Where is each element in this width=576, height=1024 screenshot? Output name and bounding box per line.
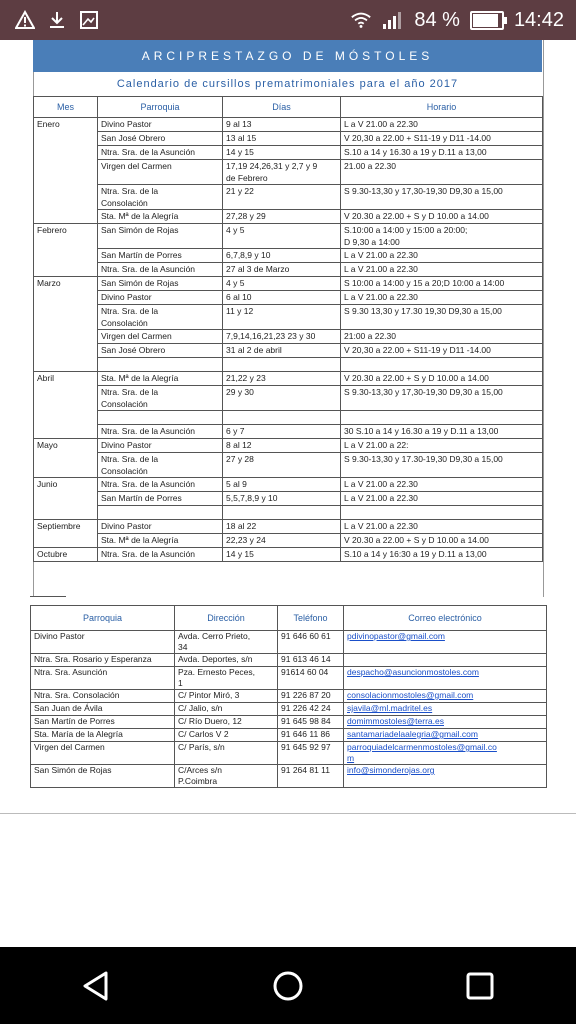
document-header: ARCIPRESTAZGO DE MÓSTOLES <box>33 40 542 72</box>
battery-fill <box>473 14 498 27</box>
directory-cell-direccion: C/ París, s/n <box>175 742 278 765</box>
warning-icon <box>14 9 36 31</box>
calendar-cell-dias: 5 al 9 <box>223 478 341 492</box>
directory-cell-direccion: C/Arces s/n P.Coimbra <box>175 765 278 788</box>
calendar-row <box>34 146 543 160</box>
calendar-cell-mes: Abril <box>34 372 98 386</box>
calendar-cell-horario: L a V 21.00 a 22.30 <box>341 263 543 277</box>
calendar-row <box>34 411 543 425</box>
calendar-row <box>34 534 543 548</box>
status-right <box>350 9 576 32</box>
calendar-cell-mes: Junio <box>34 478 98 492</box>
battery-icon <box>470 11 504 30</box>
calendar-cell-dias: 27 y 28 <box>223 453 341 478</box>
calendar-cell-parroquia: Divino Pastor <box>98 520 223 534</box>
calendar-cell-mes <box>34 305 98 330</box>
calendar-row <box>34 185 543 210</box>
directory-cell-email <box>344 654 547 667</box>
calendar-cell-parroquia: San Martín de Porres <box>98 249 223 263</box>
home-icon <box>271 969 305 1003</box>
calendar-column-header: Mes <box>34 97 98 118</box>
recents-button[interactable] <box>450 956 510 1016</box>
calendar-cell-horario: V 20.30 a 22.00 + S y D 10.00 a 14.00 <box>341 534 543 548</box>
calendar-row <box>34 425 543 439</box>
calendar-row <box>34 305 543 330</box>
calendar-column-header: Parroquia <box>98 97 223 118</box>
calendar-cell-horario <box>341 411 543 425</box>
calendar-cell-horario: L a V 21.00 a 22.30 <box>341 249 543 263</box>
calendar-row <box>34 386 543 411</box>
calendar-cell-horario: S.10:00 a 14:00 y 15:00 a 20:00; D 9,30 a 14:00 <box>341 224 543 249</box>
calendar-cell-dias <box>223 411 341 425</box>
calendar-row <box>34 358 543 372</box>
calendar-cell-parroquia <box>98 411 223 425</box>
calendar-cell-parroquia: Sta. Mª de la Alegría <box>98 210 223 224</box>
directory-column-header: Dirección <box>175 606 278 631</box>
calendar-cell-mes <box>34 263 98 277</box>
wifi-icon <box>350 9 372 31</box>
download-icon <box>46 9 68 31</box>
calendar-cell-horario: V 20.30 a 22.00 + S y D 10.00 a 14.00 <box>341 210 543 224</box>
calendar-table <box>33 96 543 562</box>
calendar-cell-parroquia <box>98 506 223 520</box>
calendar-column-header: Horario <box>341 97 543 118</box>
calendar-cell-dias <box>223 358 341 372</box>
calendar-column-header: Días <box>223 97 341 118</box>
calendar-cell-mes <box>34 160 98 185</box>
directory-cell-telefono: 91 226 87 20 <box>278 690 344 703</box>
directory-cell-direccion: Avda. Deportes, s/n <box>175 654 278 667</box>
calendar-row <box>34 160 543 185</box>
directory-cell-telefono: 91 613 46 14 <box>278 654 344 667</box>
calendar-row <box>34 224 543 249</box>
calendar-cell-horario: L a V 21.00 a 22.30 <box>341 478 543 492</box>
calendar-row <box>34 372 543 386</box>
directory-column-header: Correo electrónico <box>344 606 547 631</box>
calendar-cell-horario: S 9.30-13,30 y 17,30-19,30 D9,30 a 15,00 <box>341 185 543 210</box>
calendar-cell-parroquia: Ntra. Sra. de la Consolación <box>98 386 223 411</box>
directory-cell-telefono: 91614 60 04 <box>278 667 344 690</box>
calendar-cell-horario: V 20,30 a 22.00 + S11-19 y D11 -14.00 <box>341 344 543 358</box>
calendar-row <box>34 291 543 305</box>
directory-cell-direccion: C/ Jalio, s/n <box>175 703 278 716</box>
directory-row <box>31 742 547 765</box>
calendar-cell-horario: L a V 21.00 a 22.30 <box>341 520 543 534</box>
calendar-cell-parroquia: Ntra. Sra. de la Consolación <box>98 305 223 330</box>
calendar-cell-horario: 21.00 a 22.30 <box>341 160 543 185</box>
directory-cell-telefono: 91 646 11 86 <box>278 729 344 742</box>
calendar-cell-horario: 21:00 a 22.30 <box>341 330 543 344</box>
directory-cell-direccion: Pza. Ernesto Peces, 1 <box>175 667 278 690</box>
calendar-cell-horario: S 10:00 a 14:00 y 15 a 20;D 10:00 a 14:00 <box>341 277 543 291</box>
status-left-icons <box>0 9 100 31</box>
calendar-cell-mes: Marzo <box>34 277 98 291</box>
calendar-cell-parroquia: Virgen del Carmen <box>98 160 223 185</box>
page-divider <box>0 813 576 814</box>
calendar-cell-horario: L a V 21.00 a 22: <box>341 439 543 453</box>
calendar-cell-horario: L a V 21.00 a 22.30 <box>341 492 543 506</box>
calendar-cell-parroquia: Divino Pastor <box>98 118 223 132</box>
directory-row <box>31 654 547 667</box>
directory-cell-parroquia: San Martín de Porres <box>31 716 175 729</box>
calendar-cell-mes <box>34 492 98 506</box>
calendar-cell-dias: 22,23 y 24 <box>223 534 341 548</box>
calendar-row <box>34 330 543 344</box>
calendar-row <box>34 506 543 520</box>
signal-icon <box>382 9 404 31</box>
calendar-cell-mes <box>34 146 98 160</box>
directory-row <box>31 690 547 703</box>
directory-cell-parroquia: Ntra. Sra. Consolación <box>31 690 175 703</box>
calendar-cell-horario: L a V 21.00 a 22.30 <box>341 291 543 305</box>
calendar-cell-parroquia: Ntra. Sra. de la Asunción <box>98 425 223 439</box>
directory-cell-email[interactable]: domimmostoles@terra.es <box>344 716 547 729</box>
directory-cell-email[interactable]: consolacionmostoles@gmail.com <box>344 690 547 703</box>
directory-cell-telefono: 91 264 81 11 <box>278 765 344 788</box>
directory-cell-parroquia: Virgen del Carmen <box>31 742 175 765</box>
calendar-cell-dias: 4 y 5 <box>223 224 341 249</box>
calendar-cell-dias: 18 al 22 <box>223 520 341 534</box>
calendar-cell-mes <box>34 330 98 344</box>
directory-header-row <box>31 606 547 631</box>
calendar-row <box>34 548 543 562</box>
calendar-cell-parroquia: Ntra. Sra. de la Consolación <box>98 185 223 210</box>
calendar-cell-parroquia: Ntra. Sra. de la Asunción <box>98 478 223 492</box>
calendar-cell-parroquia <box>98 358 223 372</box>
calendar-cell-parroquia: San José Obrero <box>98 344 223 358</box>
directory-cell-direccion: C/ Pintor Miró, 3 <box>175 690 278 703</box>
calendar-cell-horario: S.10 a 14 y 16.30 a 19 y D.11 a 13,00 <box>341 146 543 160</box>
directory-cell-email[interactable]: pdivinopastor@gmail.com <box>344 631 547 654</box>
directory-cell-direccion: C/ Carlos V 2 <box>175 729 278 742</box>
calendar-cell-horario: V 20.30 a 22.00 + S y D 10.00 a 14.00 <box>341 372 543 386</box>
calendar-cell-dias: 6 al 10 <box>223 291 341 305</box>
back-button[interactable] <box>66 956 126 1016</box>
directory-cell-parroquia: Divino Pastor <box>31 631 175 654</box>
back-icon <box>79 969 113 1003</box>
calendar-cell-dias: 11 y 12 <box>223 305 341 330</box>
calendar-header-row <box>34 97 543 118</box>
calendar-row <box>34 344 543 358</box>
calendar-cell-horario <box>341 506 543 520</box>
directory-cell-email[interactable]: santamariadelaalegria@gmail.com <box>344 729 547 742</box>
directory-cell-parroquia: Ntra. Sra. Asunción <box>31 667 175 690</box>
directory-row <box>31 716 547 729</box>
calendar-row <box>34 249 543 263</box>
directory-cell-telefono: 91 646 60 61 <box>278 631 344 654</box>
calendar-cell-parroquia: Sta. Mª de la Alegría <box>98 534 223 548</box>
calendar-row <box>34 492 543 506</box>
directory-cell-email[interactable]: despacho@asuncionmostoles.com <box>344 667 547 690</box>
calendar-cell-dias: 13 al 15 <box>223 132 341 146</box>
directory-cell-parroquia: San Juan de Ávila <box>31 703 175 716</box>
home-button[interactable] <box>258 956 318 1016</box>
calendar-cell-parroquia: Sta. Mª de la Alegría <box>98 372 223 386</box>
directory-column-header: Teléfono <box>278 606 344 631</box>
calendar-row <box>34 439 543 453</box>
calendar-cell-parroquia: San Martín de Porres <box>98 492 223 506</box>
calendar-cell-horario <box>341 358 543 372</box>
calendar-cell-parroquia: Ntra. Sra. de la Asunción <box>98 263 223 277</box>
calendar-cell-mes <box>34 291 98 305</box>
calendar-cell-mes <box>34 453 98 478</box>
directory-row <box>31 703 547 716</box>
directory-cell-telefono: 91 645 98 84 <box>278 716 344 729</box>
calendar-cell-dias: 14 y 15 <box>223 146 341 160</box>
calendar-cell-mes <box>34 425 98 439</box>
directory-row <box>31 765 547 788</box>
calendar-cell-dias: 5,5,7,8,9 y 10 <box>223 492 341 506</box>
calendar-cell-horario: V 20,30 a 22.00 + S11-19 y D11 -14.00 <box>341 132 543 146</box>
directory-cell-email[interactable]: sjavila@ml.madritel.es <box>344 703 547 716</box>
calendar-cell-mes: Octubre <box>34 548 98 562</box>
calendar-cell-horario: L a V 21.00 a 22.30 <box>341 118 543 132</box>
calendar-cell-mes <box>34 344 98 358</box>
calendar-row <box>34 210 543 224</box>
calendar-cell-dias: 29 y 30 <box>223 386 341 411</box>
calendar-cell-parroquia: San Simón de Rojas <box>98 224 223 249</box>
calendar-cell-mes <box>34 249 98 263</box>
calendar-cell-parroquia: Divino Pastor <box>98 291 223 305</box>
calendar-cell-dias: 6,7,8,9 y 10 <box>223 249 341 263</box>
calendar-cell-dias: 4 y 5 <box>223 277 341 291</box>
battery-percent: 84 % <box>414 8 460 31</box>
calendar-cell-horario: S 9.30-13,30 y 17.30-19,30 D9,30 a 15,00 <box>341 453 543 478</box>
clock: 14:42 <box>513 8 564 31</box>
calendar-cell-mes: Septiembre <box>34 520 98 534</box>
calendar-cell-mes <box>34 386 98 411</box>
calendar-cell-horario: S 9.30 13,30 y 17.30 19,30 D9,30 a 15,00 <box>341 305 543 330</box>
calendar-cell-dias: 14 y 15 <box>223 548 341 562</box>
recents-icon <box>463 969 497 1003</box>
calendar-cell-parroquia: Ntra. Sra. de la Asunción <box>98 548 223 562</box>
calendar-cell-mes <box>34 506 98 520</box>
calendar-cell-mes <box>34 185 98 210</box>
calendar-cell-dias: 17,19 24,26,31 y 2,7 y 9 de Febrero <box>223 160 341 185</box>
calendar-cell-dias: 27,28 y 29 <box>223 210 341 224</box>
calendar-cell-mes <box>34 534 98 548</box>
calendar-cell-mes: Mayo <box>34 439 98 453</box>
calendar-cell-mes <box>34 358 98 372</box>
calendar-cell-horario: S 9.30-13,30 y 17,30-19,30 D9,30 a 15,00 <box>341 386 543 411</box>
calendar-row <box>34 118 543 132</box>
calendar-cell-parroquia: Virgen del Carmen <box>98 330 223 344</box>
document-subtitle: Calendario de cursillos prematrimoniales para el año 2017 <box>116 78 459 90</box>
calendar-cell-mes <box>34 210 98 224</box>
directory-cell-parroquia: San Simón de Rojas <box>31 765 175 788</box>
calendar-row <box>34 453 543 478</box>
calendar-cell-dias: 21,22 y 23 <box>223 372 341 386</box>
document-page[interactable] <box>0 40 576 947</box>
directory-cell-parroquia: Sta. María de la Alegría <box>31 729 175 742</box>
directory-cell-direccion: C/ Río Duero, 12 <box>175 716 278 729</box>
calendar-cell-parroquia: San Simón de Rojas <box>98 277 223 291</box>
calendar-cell-dias: 8 al 12 <box>223 439 341 453</box>
calendar-row <box>34 478 543 492</box>
calendar-row <box>34 132 543 146</box>
calendar-cell-parroquia: Ntra. Sra. de la Consolación <box>98 453 223 478</box>
calendar-cell-dias <box>223 506 341 520</box>
calendar-row <box>34 277 543 291</box>
separator-line <box>30 596 66 597</box>
navigation-bar <box>0 947 576 1024</box>
calendar-cell-mes <box>34 411 98 425</box>
calendar-cell-dias: 27 al 3 de Marzo <box>223 263 341 277</box>
calendar-cell-dias: 21 y 22 <box>223 185 341 210</box>
calendar-cell-horario: S.10 a 14 y 16:30 a 19 y D.11 a 13,00 <box>341 548 543 562</box>
calendar-cell-parroquia: Ntra. Sra. de la Asunción <box>98 146 223 160</box>
calendar-body <box>34 118 543 562</box>
directory-row <box>31 729 547 742</box>
calendar-cell-mes: Febrero <box>34 224 98 249</box>
calendar-cell-mes <box>34 132 98 146</box>
calendar-cell-dias: 31 al 2 de abril <box>223 344 341 358</box>
calendar-cell-parroquia: Divino Pastor <box>98 439 223 453</box>
directory-cell-email[interactable]: info@simonderojas.org <box>344 765 547 788</box>
calendar-cell-mes: Enero <box>34 118 98 132</box>
status-bar <box>0 0 576 40</box>
directory-cell-direccion: Avda. Cerro Prieto, 34 <box>175 631 278 654</box>
directory-body <box>31 631 547 788</box>
directory-cell-telefono: 91 226 42 24 <box>278 703 344 716</box>
calendar-cell-dias: 9 al 13 <box>223 118 341 132</box>
calendar-row <box>34 263 543 277</box>
calendar-cell-parroquia: San José Obrero <box>98 132 223 146</box>
calendar-cell-horario: 30 S.10 a 14 y 16.30 a 19 y D.11 a 13,00 <box>341 425 543 439</box>
directory-row <box>31 667 547 690</box>
image-icon <box>78 9 100 31</box>
directory-cell-email[interactable]: parroquiadelcarmenmostoles@gmail.co m <box>344 742 547 765</box>
directory-row <box>31 631 547 654</box>
calendar-row <box>34 520 543 534</box>
calendar-cell-dias: 7,9,14,16,21,23 23 y 30 <box>223 330 341 344</box>
directory-cell-telefono: 91 645 92 97 <box>278 742 344 765</box>
directory-cell-parroquia: Ntra. Sra. Rosario y Esperanza <box>31 654 175 667</box>
directory-column-header: Parroquia <box>31 606 175 631</box>
directory-table <box>30 605 547 788</box>
calendar-cell-dias: 6 y 7 <box>223 425 341 439</box>
